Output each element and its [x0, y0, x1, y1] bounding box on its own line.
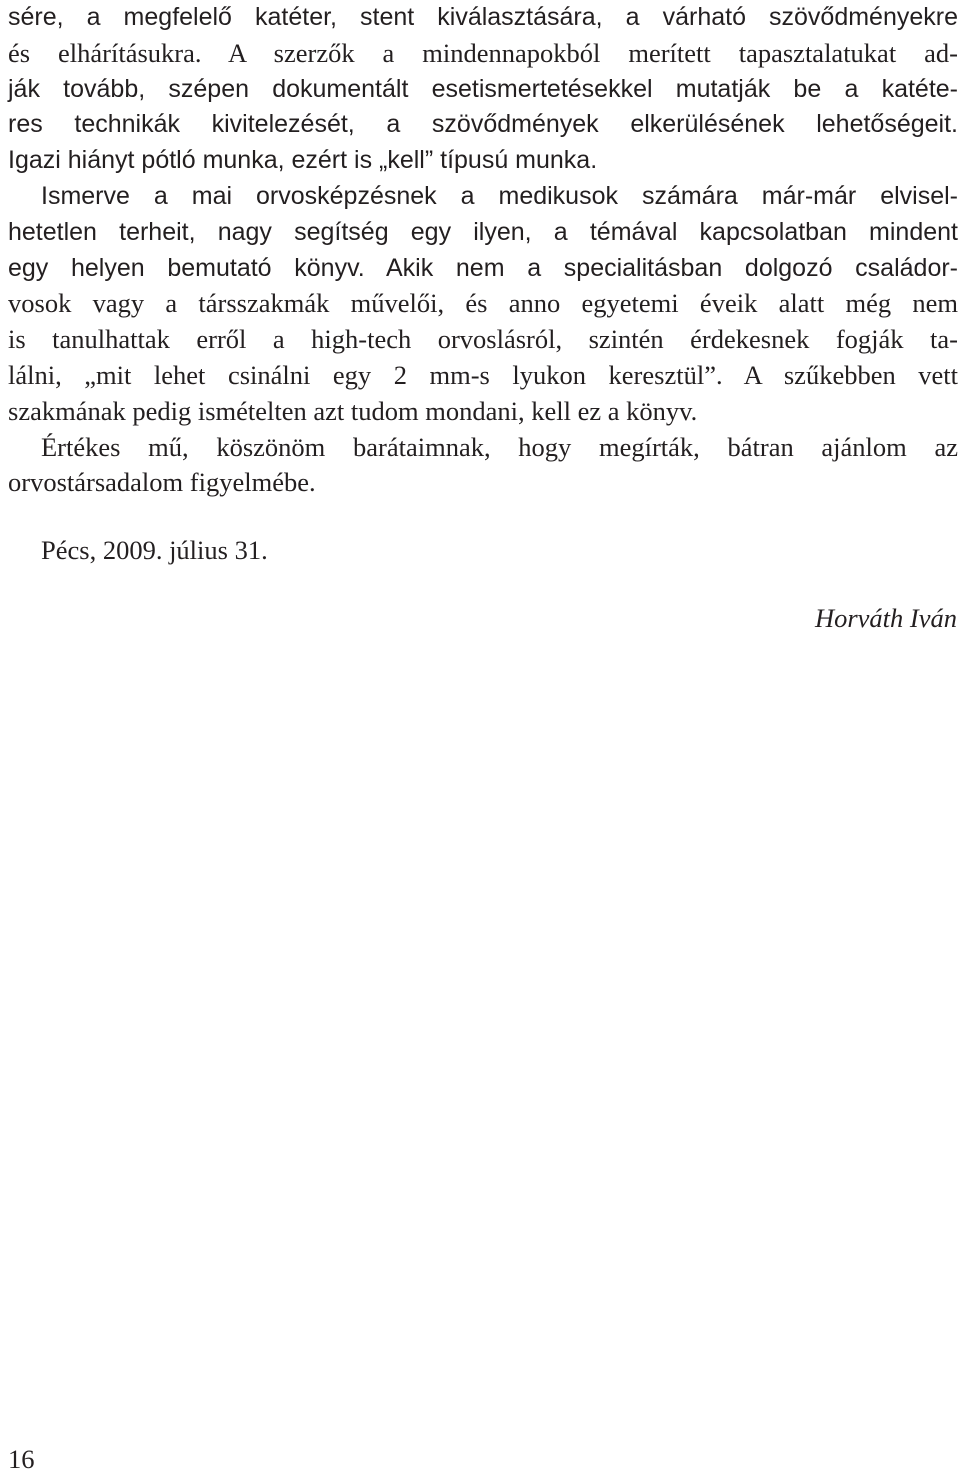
text-line: sére, a megfelelő katéter, stent kiválasztására, a várható szövődményekre	[8, 3, 958, 31]
text-line: Igazi hiányt pótló munka, ezért is „kell” típusú munka.	[8, 146, 598, 175]
text-line: vosok vagy a társszakmák művelői, és anno egyetemi éveik alatt még nem	[8, 288, 958, 319]
text-line: Értékes mű, köszönöm barátaimnak, hogy megírták, bátran ajánlom az	[41, 431, 958, 462]
text-line: lálni, „mit lehet csinálni egy 2 mm-s lyukon keresztül”. A szűkebben vett	[8, 359, 958, 390]
text-line: és elhárításukra. A szerzők a mindennapokból merített tapasztalatukat ad-	[8, 37, 958, 68]
author-signature: Horváth Iván	[814, 603, 957, 633]
text-line: szakmának pedig ismételten azt tudom mondani, kell ez a könyv.	[8, 395, 698, 426]
text-line: egy helyen bemutató könyv. Akik nem a specialitásban dolgozó családor-	[8, 253, 958, 282]
page-number: 16	[8, 1444, 35, 1474]
body-text	[8, 0, 958, 501]
text-line: is tanulhattak erről a high-tech orvoslásról, szintén érdekesnek fogják ta-	[8, 324, 958, 355]
text-line: orvostársadalom figyelmébe.	[8, 467, 316, 498]
text-line: ják tovább, szépen dokumentált esetismertetésekkel mutatják be a katéte-	[8, 74, 958, 103]
dateline: Pécs, 2009. július 31.	[41, 535, 268, 565]
text-line: Ismerve a mai orvosképzésnek a medikusok számára már-már elvisel-	[41, 181, 958, 210]
text-line: res technikák kivitelezését, a szövődmények elkerülésének lehetőségeit.	[8, 110, 958, 139]
text-line: hetetlen terheit, nagy segítség egy ilyen, a témával kapcsolatban mindent	[8, 217, 958, 246]
